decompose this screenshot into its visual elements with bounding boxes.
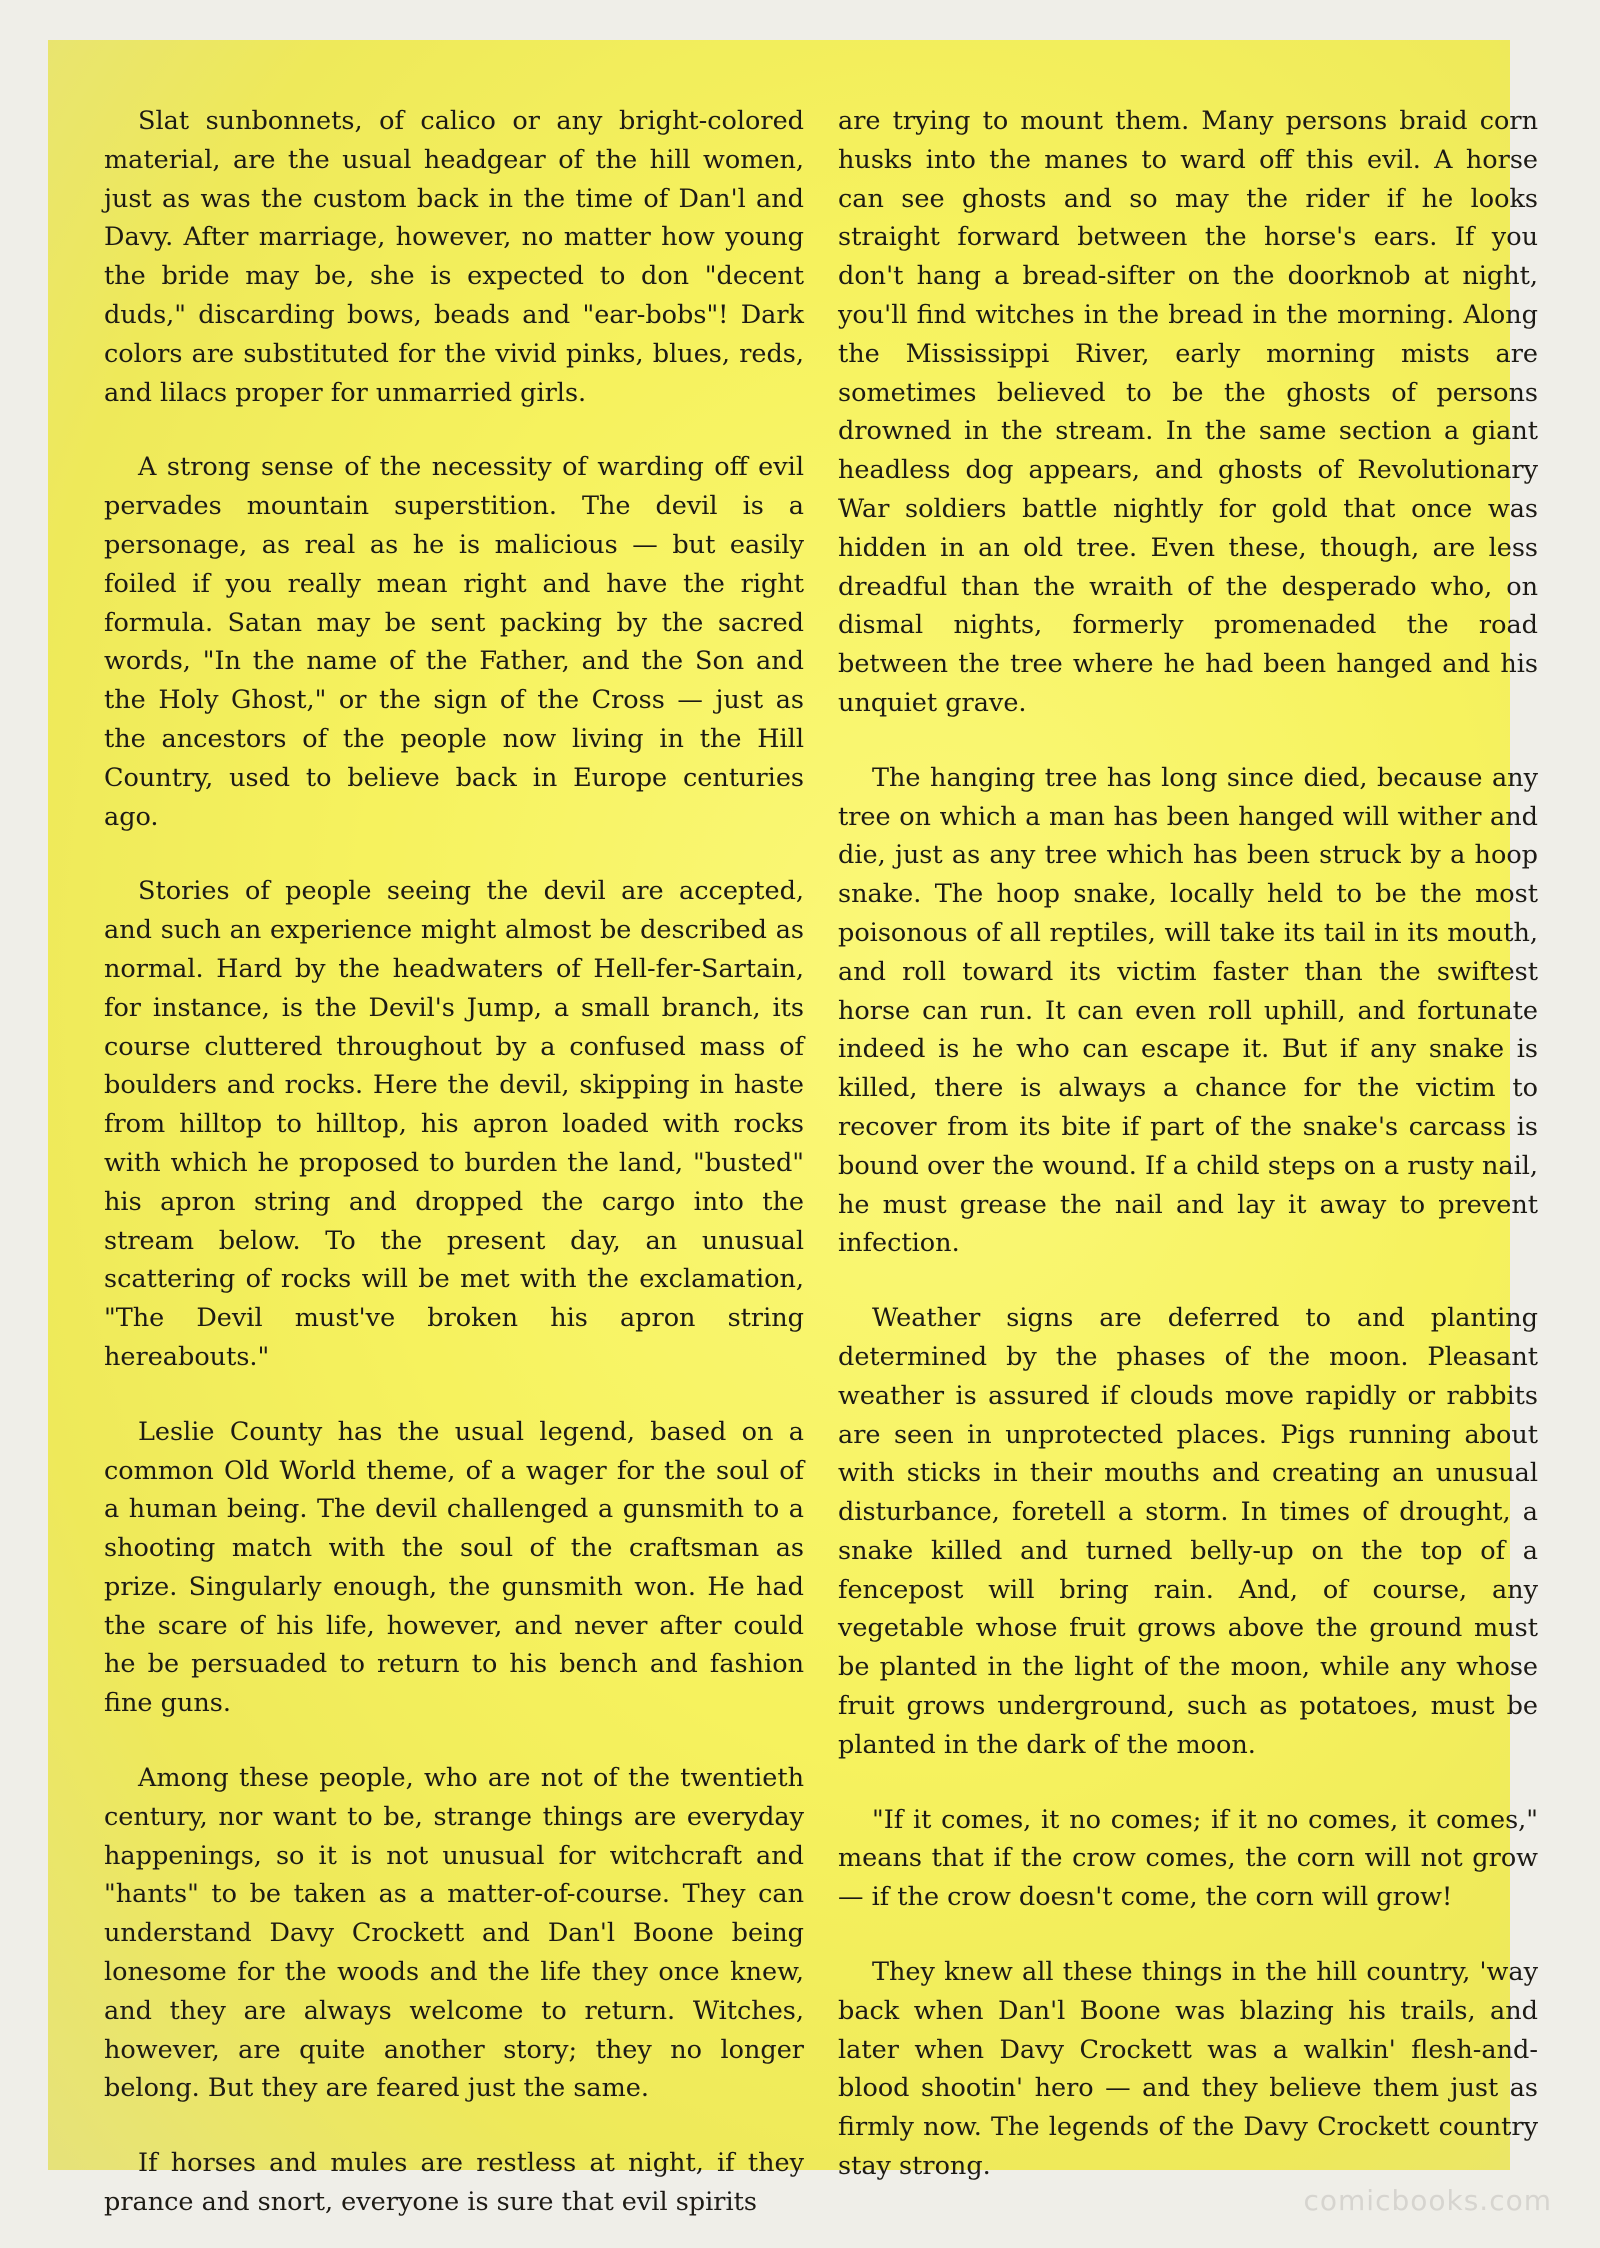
paragraph-ghosts: are trying to mount them. Many persons braid corn husks into the manes to ward off this evil. A horse can see ghosts and so may the rider if he looks straight forward between the horse's ears. If you don't hang a bread-sifter on the doorknob at night, you'll find witches in the bread in the morning. Along the Mississippi River, early morning mists are sometimes believed to be the ghosts of persons drowned in the stream. In the same section a giant headless dog appears, and ghosts of Revolutionary War soldiers battle nightly for gold that once was hidden in an old tree. Even these, though, are less dreadful than the wraith of the desperado who, on dismal nights, formerly promenaded the road between the tree where he had been hanged and his unquiet grave. — [838, 106, 1538, 718]
paragraph-weather-signs: Weather signs are deferred to and planting determined by the phases of the moon. Pleasant weather is assured if clouds move rapidly or rabbits are seen in unprotected places. Pigs running about with sticks in their mouths and creating an unusual disturbance, foretell a storm. In times of drought, a snake killed and turned belly-up on the top of a fencepost will bring rain. And, of course, any vegetable whose fruit grows above the ground must be planted in the light of the moon, while any whose fruit grows underground, such as potatoes, must be planted in the dark of the moon. — [838, 1303, 1538, 1760]
paragraph-leslie-county: Leslie County has the usual legend, based on a common Old World theme, of a wager for the soul of a human being. The devil challenged a gunsmith to a shooting match with the soul of the craftsman as prize. Singularly enough, the gunsmith won. He had the scare of his life, however, and never after could he be persuaded to return to his bench and fashion fine guns. — [104, 1416, 804, 1719]
paragraph-crow-saying: "If it comes, it no comes; if it no comes, it comes," means that if the crow comes, the corn will not grow — if the crow doesn't come, the corn will grow! — [838, 1804, 1538, 1913]
paragraph-horses-mules: If horses and mules are restless at night, if they prance and snort, everyone is sure that evil spirits — [104, 2148, 804, 2218]
watermark: comicbooks.com — [1303, 2184, 1552, 2217]
paragraph-sunbonnets: Slat sunbonnets, of calico or any bright-colored material, are the usual headgear of the hill women, just as was the custom back in the time of Dan'l and Davy. After marriage, however, no matter how young the bride may be, she is expected to don "decent duds," discarding bows, beads and "ear-bobs"! Dark colors are substituted for the vivid pinks, blues, reds, and lilacs proper for unmarried girls. — [104, 106, 804, 408]
left-column — [104, 102, 804, 2222]
paragraph-hanging-tree: The hanging tree has long since died, because any tree on which a man has been hanged will wither and die, just as any tree which has been struck by a hoop snake. The hoop snake, locally held to be the most poisonous of all reptiles, will take its tail in its mouth, and roll toward its victim faster than the swiftest horse can run. It can even roll uphill, and fortunate indeed is he who can escape it. But if any snake is killed, there is always a chance for the victim to recover from its bite if part of the snake's carcass is bound over the wound. If a child steps on a rusty nail, he must grease the nail and lay it away to prevent infection. — [838, 762, 1538, 1259]
paragraph-warding-evil: A strong sense of the necessity of warding off evil pervades mountain superstition. The devil is a personage, as real as he is malicious — but easily foiled if you really mean right and have the right formula. Satan may be sent packing by the sacred words, "In the name of the Father, and the Son and the Holy Ghost," or the sign of the Cross — just as the ancestors of the people now living in the Hill Country, used to believe back in Europe centuries ago. — [104, 452, 804, 832]
paragraph-closing: They knew all these things in the hill country, 'way back when Dan'l Boone was blazing his trails, and later when Davy Crockett was a walkin' flesh-and-blood shootin' hero — and they believe them just as firmly now. The legends of the Davy Crockett country stay strong. — [838, 1957, 1538, 2182]
right-column — [838, 102, 1538, 2186]
paragraph-devils-jump: Stories of people seeing the devil are accepted, and such an experience might almost be described as normal. Hard by the headwaters of Hell-fer-Sartain, for instance, is the Devil's Jump, a small branch, its course cluttered throughout by a confused mass of boulders and rocks. Here the devil, skipping in haste from hilltop to hilltop, his apron loaded with rocks with which he proposed to burden the land, "busted" his apron string and dropped the cargo into the stream below. To the present day, an unusual scattering of rocks will be met with the exclamation, "The Devil must've broken his apron string hereabouts." — [104, 876, 804, 1372]
paragraph-witchcraft: Among these people, who are not of the twentieth century, nor want to be, strange things are everyday happenings, so it is not unusual for witchcraft and "hants" to be taken as a matter-of-course. They can understand Davy Crockett and Dan'l Boone being lonesome for the woods and the life they once knew, and they are always welcome to return. Witches, however, are quite another story; they no longer belong. But they are feared just the same. — [104, 1763, 804, 2104]
